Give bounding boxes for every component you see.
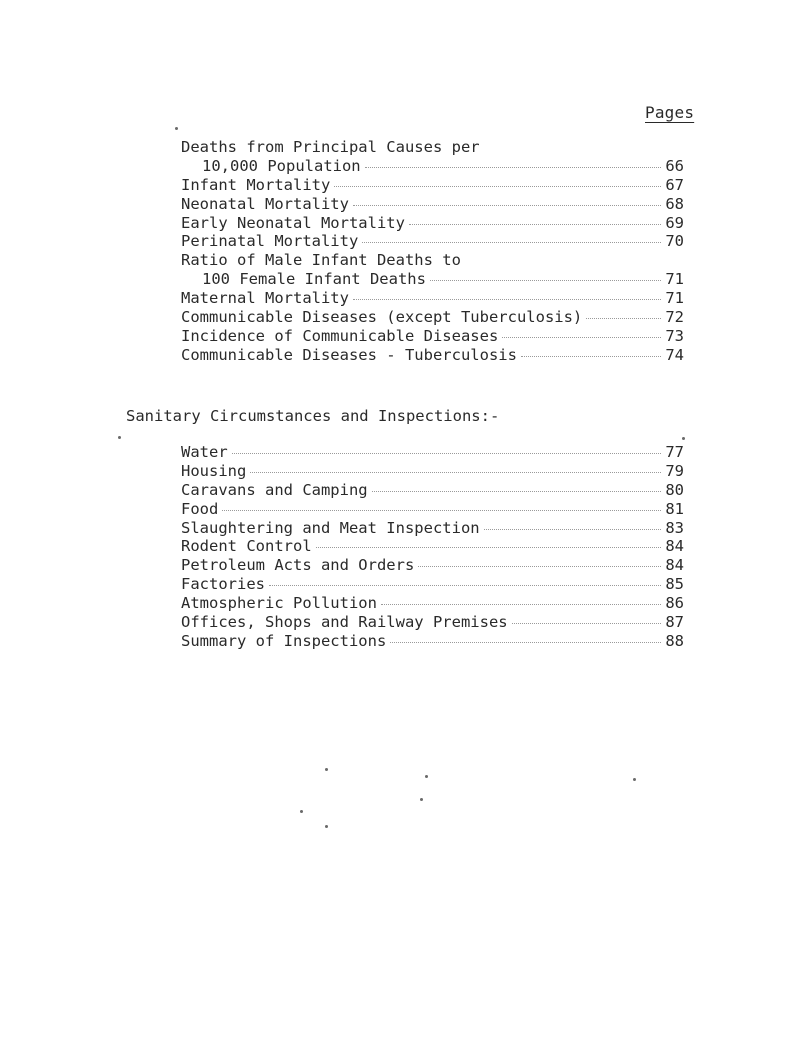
dot-leader	[521, 356, 661, 357]
toc-entry	[181, 176, 684, 195]
dot-leader	[353, 205, 661, 206]
toc-entry	[181, 157, 684, 176]
toc-entry-title: Rodent Control	[181, 537, 312, 556]
toc-entry-title: Ratio of Male Infant Deaths to	[181, 251, 461, 270]
toc-entry	[181, 214, 684, 233]
sanitary-list	[181, 443, 684, 651]
toc-entry-title: Early Neonatal Mortality	[181, 213, 405, 232]
toc-entry-title: Communicable Diseases (except Tuberculosis)	[181, 308, 583, 327]
toc-entry-title: Communicable Diseases - Tuberculosis	[181, 345, 517, 364]
toc-page-number: 84	[665, 556, 684, 575]
toc-page-number: 66	[665, 156, 684, 175]
toc-entry	[181, 575, 684, 594]
toc-entry	[181, 251, 684, 270]
dot-leader	[484, 529, 661, 530]
toc-entry	[181, 232, 684, 251]
toc-entry-title: 10,000 Population	[202, 156, 361, 175]
toc-entry-title: Deaths from Principal Causes per	[181, 138, 480, 156]
toc-entry	[181, 289, 684, 308]
toc-entry	[181, 443, 684, 462]
dot-leader	[353, 299, 661, 300]
dot-leader	[334, 186, 661, 187]
scan-speck	[425, 775, 428, 778]
toc-entry-title: Maternal Mortality	[181, 289, 349, 308]
toc-page-number: 69	[665, 213, 684, 232]
toc-page-number: 71	[665, 270, 684, 289]
toc-entry-title: Atmospheric Pollution	[181, 594, 377, 613]
pages-column-heading: Pages	[645, 103, 695, 122]
toc-entry-title: Food	[181, 499, 219, 518]
dot-leader	[232, 453, 661, 454]
scan-speck	[175, 127, 178, 130]
scan-speck	[118, 436, 121, 439]
toc-page-number: 85	[665, 575, 684, 594]
toc-entry	[181, 327, 684, 346]
toc-page-number: 87	[665, 613, 684, 632]
toc-page-number: 67	[665, 175, 684, 194]
toc-page-number: 84	[665, 537, 684, 556]
toc-entry-title: Neonatal Mortality	[181, 194, 349, 213]
scan-speck	[300, 810, 303, 813]
toc-page-number: 72	[665, 308, 684, 327]
toc-entry-title: 100 Female Infant Deaths	[202, 270, 426, 289]
scan-speck	[682, 437, 685, 440]
dot-leader	[390, 642, 661, 643]
toc-page-number: 77	[665, 443, 684, 461]
scan-speck	[420, 798, 423, 801]
toc-entry-title: Caravans and Camping	[181, 480, 368, 499]
toc-entry	[181, 195, 684, 214]
dot-leader	[512, 623, 661, 624]
toc-entry	[181, 594, 684, 613]
toc-page-number: 83	[665, 518, 684, 537]
toc-page-number: 80	[665, 480, 684, 499]
toc-entry-title: Infant Mortality	[181, 175, 331, 194]
toc-page-number: 81	[665, 499, 684, 518]
toc-entry-title: Incidence of Communicable Diseases	[181, 326, 499, 345]
toc-entry-title: Offices, Shops and Railway Premises	[181, 613, 508, 632]
dot-leader	[222, 510, 661, 511]
toc-entry	[181, 556, 684, 575]
toc-entry	[181, 462, 684, 481]
dot-leader	[381, 604, 661, 605]
toc-entry-title: Housing	[181, 461, 247, 480]
dot-leader	[365, 167, 661, 168]
dot-leader	[586, 318, 661, 319]
toc-entry-title: Slaughtering and Meat Inspection	[181, 518, 480, 537]
toc-page-number: 79	[665, 461, 684, 480]
toc-entry-title: Perinatal Mortality	[181, 232, 359, 251]
toc-page-number: 88	[665, 631, 684, 650]
toc-page-number: 73	[665, 326, 684, 345]
dot-leader	[430, 280, 661, 281]
toc-entry	[181, 537, 684, 556]
dot-leader	[409, 224, 661, 225]
toc-entry	[181, 308, 684, 327]
toc-entry	[181, 632, 684, 651]
contents-list	[181, 138, 684, 365]
toc-page-number: 71	[665, 289, 684, 308]
toc-entry	[181, 481, 684, 500]
scan-speck	[325, 768, 328, 771]
dot-leader	[269, 585, 661, 586]
sanitary-heading: Sanitary Circumstances and Inspections:-	[126, 407, 500, 425]
dot-leader	[418, 566, 661, 567]
dot-leader	[372, 491, 661, 492]
toc-entry-title: Summary of Inspections	[181, 631, 387, 650]
toc-page-number: 74	[665, 345, 684, 364]
scan-speck	[325, 825, 328, 828]
dot-leader	[362, 242, 661, 243]
toc-entry	[181, 519, 684, 538]
toc-entry	[181, 270, 684, 289]
toc-entry-title: Factories	[181, 575, 265, 594]
scan-speck	[633, 778, 636, 781]
toc-page-number: 86	[665, 594, 684, 613]
toc-entry	[181, 613, 684, 632]
dot-leader	[316, 547, 661, 548]
toc-entry	[181, 500, 684, 519]
toc-entry-title: Petroleum Acts and Orders	[181, 556, 415, 575]
dot-leader	[250, 472, 661, 473]
toc-entry	[181, 138, 684, 157]
dot-leader	[502, 337, 661, 338]
toc-entry	[181, 346, 684, 365]
toc-entry-title: Water	[181, 443, 228, 461]
toc-page-number: 68	[665, 194, 684, 213]
toc-page-number: 70	[665, 232, 684, 251]
